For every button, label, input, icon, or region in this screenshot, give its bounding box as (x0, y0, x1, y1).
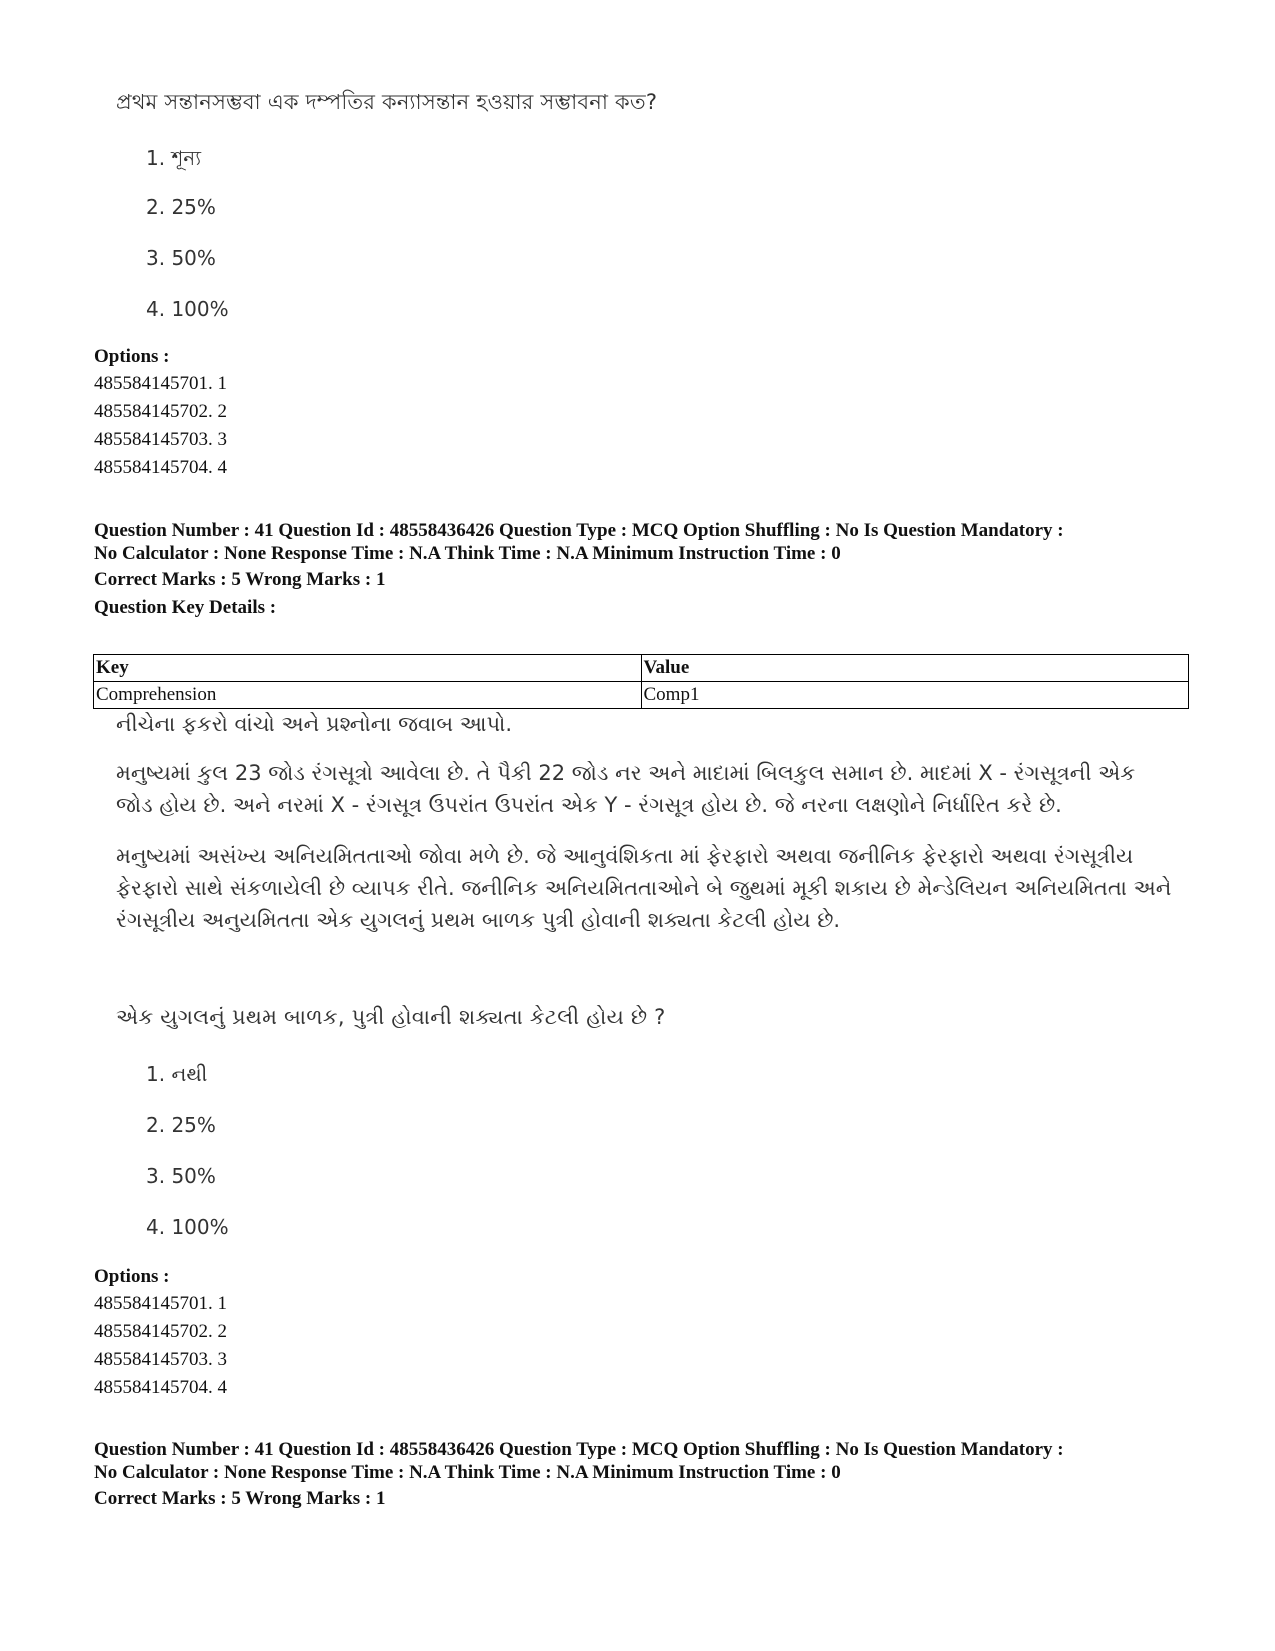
question-option: 1. শূন্য (146, 146, 202, 170)
table-header: Value (641, 655, 1189, 682)
question-option: 1. નથી (146, 1062, 208, 1086)
option-id: 485584145703. 3 (94, 429, 227, 450)
options-label: Options : (94, 346, 170, 367)
key-table (93, 654, 1189, 709)
meta-line: No Calculator : None Response Time : N.A Think Time : N.A Minimum Instruction Time : 0 (94, 543, 841, 564)
meta-line: Question Number : 41 Question Id : 48558436426 Question Type : MCQ Option Shuffling : No Is Question Mandatory : (94, 1439, 1064, 1460)
question-option: 2. 25% (146, 1113, 216, 1137)
option-id: 485584145704. 4 (94, 1377, 227, 1398)
option-id: 485584145701. 1 (94, 373, 227, 394)
question-option: 4. 100% (146, 297, 229, 321)
option-id: 485584145704. 4 (94, 457, 227, 478)
meta-line: No Calculator : None Response Time : N.A Think Time : N.A Minimum Instruction Time : 0 (94, 1462, 841, 1483)
meta-line: Question Number : 41 Question Id : 48558436426 Question Type : MCQ Option Shuffling : No Is Question Mandatory : (94, 520, 1064, 541)
table-cell: Comp1 (641, 682, 1189, 709)
question-text: એક યુગલનું પ્રથમ બાળક, પુત્રી હોવાની શક્યતા કેટલી હોય છે ? (116, 1005, 666, 1029)
options-label: Options : (94, 1266, 170, 1287)
question-option: 3. 50% (146, 1164, 216, 1188)
marks-line: Correct Marks : 5 Wrong Marks : 1 (94, 569, 386, 590)
marks-line: Correct Marks : 5 Wrong Marks : 1 (94, 1488, 386, 1509)
question-option: 2. 25% (146, 195, 216, 219)
option-id: 485584145702. 2 (94, 401, 227, 422)
key-details-label: Question Key Details : (94, 597, 277, 618)
question-image-2 (116, 1005, 666, 1030)
option-id: 485584145702. 2 (94, 1321, 227, 1342)
table-header-row (94, 655, 1189, 682)
passage-instruction: નીચેના ફકરો વાંચો અને પ્રશ્નોના જવાબ આપો. (116, 712, 513, 736)
question-option: 4. 100% (146, 1215, 229, 1239)
passage-paragraph: મનુષ્યમાં કુલ 23 જોડ રંગસૂત્રો આવેલા છે. તે પૈકી 22 જોડ નર અને માદામાં બિલકુલ સમાન છે. માદમાં X - રંગસૂત્રની એક જોડ હોય છે. અને નરમાં X - રંગસૂત્ર ઉપરાંત ઉપરાંત એક Y - રંગસૂત્ર હોય છે. જે નરના લક્ષણોને નિર્ધારિત કરે છે. (116, 761, 1136, 817)
question-text: প্রথম সন্তানসম্ভবা এক দম্পতির কন্যাসন্তান হওয়ার সম্ভাবনা কত? (116, 90, 658, 114)
question-option: 3. 50% (146, 246, 216, 270)
question-image-1 (116, 86, 657, 121)
passage-paragraph: મનુષ્યમાં અસંખ્ય અનિયમિતતાઓ જોવા મળે છે. જે આનુવંશિકતા માં ફેરફારો અથવા જનીનિક ફેરફારો અથવા રંગસૂત્રીય ફેરફારો સાથે સંકળાયેલી છે વ્યાપક રીતે. જનીનિક અનિયમિતતાઓને બે જુથમાં મૂકી શકાય છે મેન્ડેલિયન અનિયમિતતા અને રંગસૂત્રીય અનુયમિતતા એક યુગલનું પ્રથમ બાળક પુત્રી હોવાની શક્યતા કેટલી હોય છે. (116, 844, 1172, 932)
question-meta (94, 519, 1194, 565)
table-cell: Comprehension (94, 682, 642, 709)
table-header: Key (94, 655, 642, 682)
question-meta (94, 1438, 1194, 1484)
option-id: 485584145703. 3 (94, 1349, 227, 1370)
option-id: 485584145701. 1 (94, 1293, 227, 1314)
table-row (94, 682, 1189, 709)
